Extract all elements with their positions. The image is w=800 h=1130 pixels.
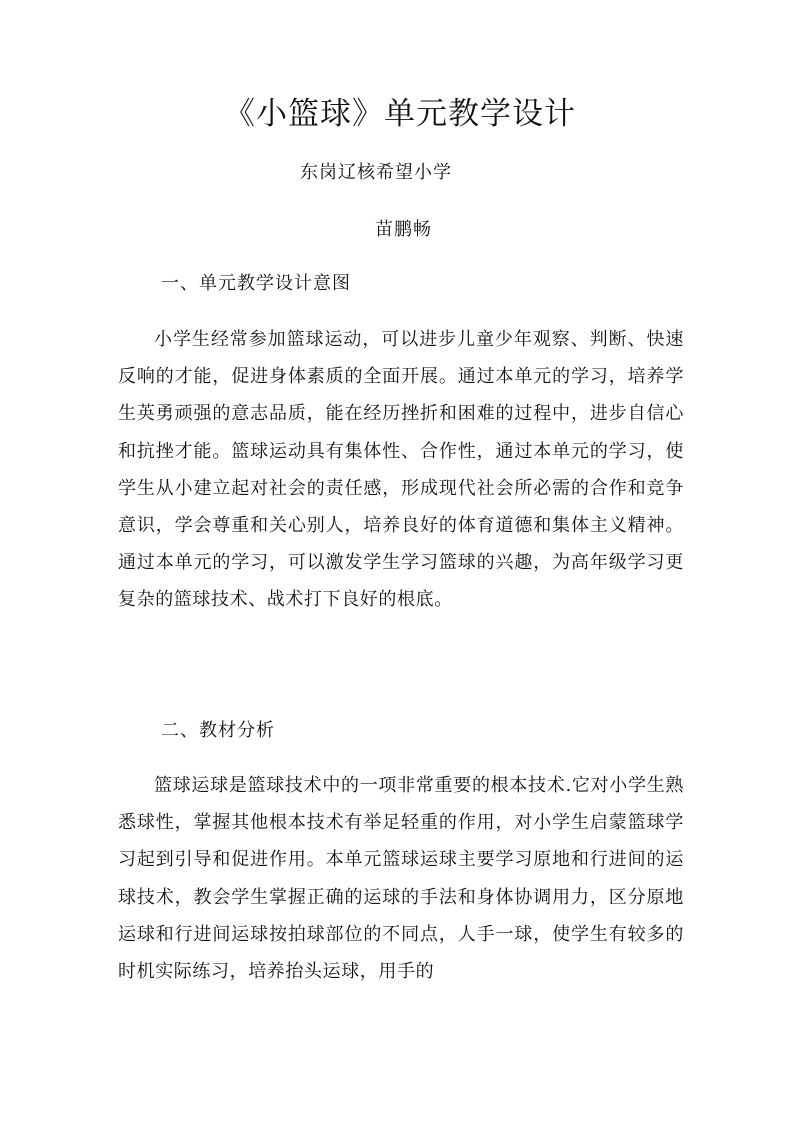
author-name: 苗鹏畅 xyxy=(375,219,432,240)
section-heading-intent: 一、单元教学设计意图 xyxy=(161,273,351,294)
section-body-analysis-container xyxy=(0,767,800,1030)
school-name: 东岗辽核希望小学 xyxy=(300,162,452,183)
document-title: 《小篮球》单元教学设计 xyxy=(224,96,576,132)
section-heading-analysis: 二、教材分析 xyxy=(161,720,275,741)
section-body-analysis: 篮球运球是篮球技术中的一项非常重要的根本技术.它对小学生熟悉球性，掌握其他根本技术有举足轻重的作用，对小学生启蒙篮球学习起到引导和促进作用。本单元篮球运球主要学习原地和行进间的运球技术，教会学生掌握正确的运球的手法和身体协调用力，区分原地运球和行进间运球按拍球部位的不同点，人手一球，使学生有较多的时机实际练习，培养抬头运球，用手的 xyxy=(118,775,684,983)
section-body-intent: 小学生经常参加篮球运动，可以进步儿童少年观察、判断、快速反响的才能，促进身体素质的全面开展。通过本单元的学习，培养学生英勇顽强的意志品质，能在经历挫折和困难的过程中，进步自信心和抗挫才能。篮球运动具有集体性、合作性，通过本单元的学习，使学生从小建立起对社会的责任感，形成现代社会所必需的合作和竞争意识，学会尊重和关心别人，培养良好的体育道德和集体主义精神。通过本单元的学习，可以激发学生学习篮球的兴趣，为高年级学习更复杂的篮球技术、战术打下良好的根底。 xyxy=(118,329,684,611)
